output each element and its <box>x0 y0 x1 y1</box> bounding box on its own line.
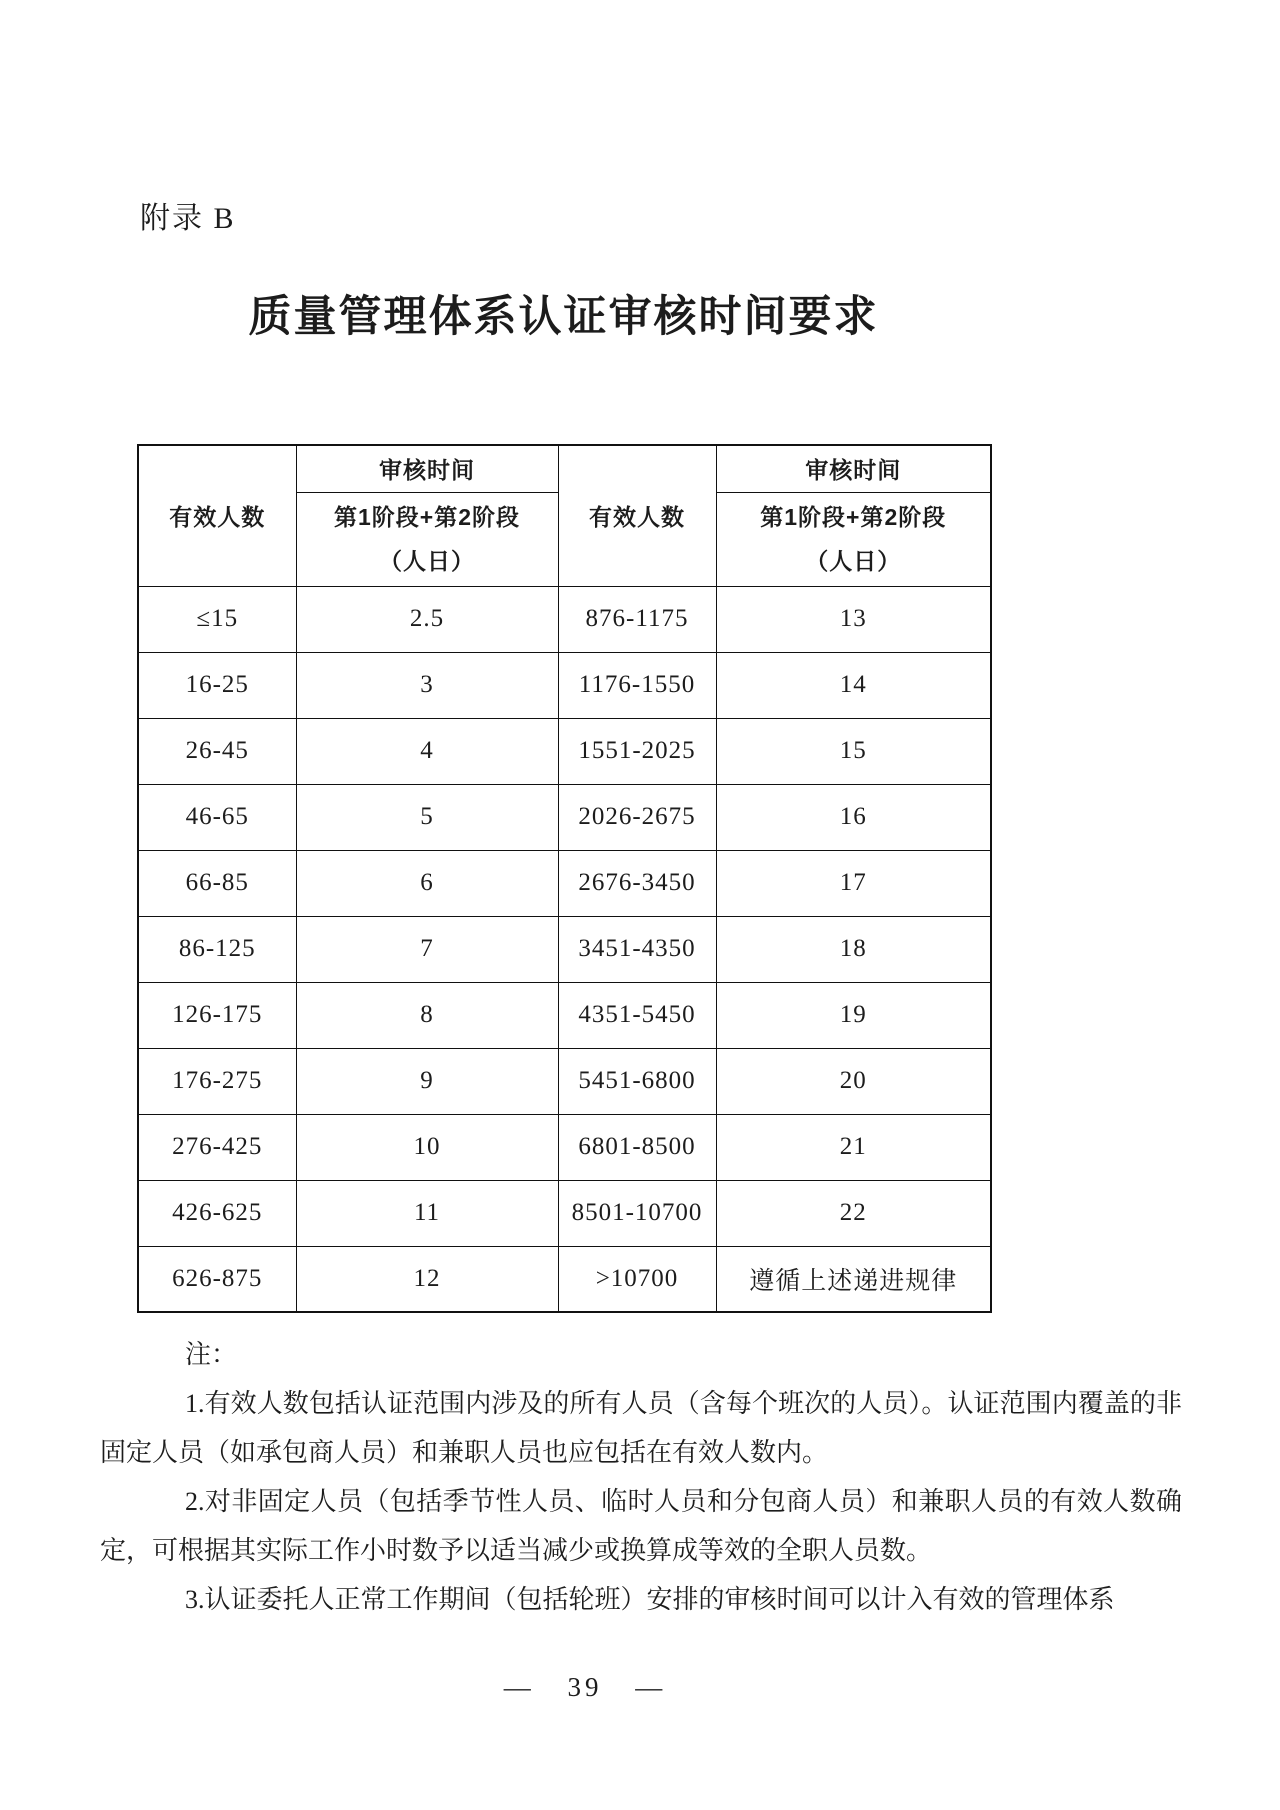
audit-days-cell: 13 <box>716 586 991 652</box>
note-item-2: 2.对非固定人员（包括季节性人员、临时人员和分包商人员）和兼职人员的有效人数确定，可根据其实际工作小时数予以适当减少或换算成等效的全职人员数。 <box>100 1487 1182 1565</box>
effective-people-cell: 276-425 <box>138 1114 296 1180</box>
effective-people-cell: 426-625 <box>138 1180 296 1246</box>
effective-people-cell: 66-85 <box>138 850 296 916</box>
audit-days-cell: 9 <box>296 1048 558 1114</box>
audit-time-table <box>137 444 992 1313</box>
effective-people-cell: 16-25 <box>138 652 296 718</box>
table-row <box>138 784 991 850</box>
effective-people-cell: 86-125 <box>138 916 296 982</box>
header-audit-time-right: 审核时间 <box>716 445 991 492</box>
effective-people-cell: 1551-2025 <box>558 718 716 784</box>
header-stage-line-left: 第1阶段+第2阶段 <box>333 504 520 530</box>
effective-people-cell: 876-1175 <box>558 586 716 652</box>
effective-people-cell: 8501-10700 <box>558 1180 716 1246</box>
audit-days-cell: 11 <box>296 1180 558 1246</box>
audit-days-cell: 22 <box>716 1180 991 1246</box>
notes-label: 注： <box>185 1340 238 1369</box>
table-body <box>138 586 991 1312</box>
audit-days-cell: 8 <box>296 982 558 1048</box>
audit-days-cell: 18 <box>716 916 991 982</box>
effective-people-cell: 46-65 <box>138 784 296 850</box>
audit-days-cell: 15 <box>716 718 991 784</box>
table-row <box>138 850 991 916</box>
header-stage-left <box>296 492 558 586</box>
table-row <box>138 1048 991 1114</box>
note-item-3: 3.认证委托人正常工作期间（包括轮班）安排的审核时间可以计入有效的管理体系 <box>185 1585 1115 1614</box>
audit-days-cell: 14 <box>716 652 991 718</box>
table-row <box>138 916 991 982</box>
audit-days-cell: 遵循上述递进规律 <box>716 1246 991 1312</box>
effective-people-cell: 3451-4350 <box>558 916 716 982</box>
effective-people-cell: 626-875 <box>138 1246 296 1312</box>
audit-days-cell: 5 <box>296 784 558 850</box>
note-item-1: 1.有效人数包括认证范围内涉及的所有人员（含每个班次的人员）。认证范围内覆盖的非固定人员（如承包商人员）和兼职人员也应包括在有效人数内。 <box>100 1389 1182 1467</box>
effective-people-cell: 126-175 <box>138 982 296 1048</box>
effective-people-cell: >10700 <box>558 1246 716 1312</box>
appendix-label: 附录 B <box>140 202 236 235</box>
header-stage-line-right: 第1阶段+第2阶段 <box>760 504 947 530</box>
effective-people-cell: 2676-3450 <box>558 850 716 916</box>
effective-people-cell: 6801-8500 <box>558 1114 716 1180</box>
effective-people-cell: 176-275 <box>138 1048 296 1114</box>
audit-days-cell: 7 <box>296 916 558 982</box>
table-row <box>138 1246 991 1312</box>
audit-days-cell: 6 <box>296 850 558 916</box>
table-row <box>138 982 991 1048</box>
effective-people-cell: 5451-6800 <box>558 1048 716 1114</box>
header-effective-people-right: 有效人数 <box>558 445 716 586</box>
effective-people-cell: ≤15 <box>138 586 296 652</box>
audit-days-cell: 3 <box>296 652 558 718</box>
effective-people-cell: 26-45 <box>138 718 296 784</box>
header-audit-time-left: 审核时间 <box>296 445 558 492</box>
effective-people-cell: 4351-5450 <box>558 982 716 1048</box>
audit-days-cell: 19 <box>716 982 991 1048</box>
audit-days-cell: 4 <box>296 718 558 784</box>
effective-people-cell: 1176-1550 <box>558 652 716 718</box>
header-unit-line-right: （人日） <box>805 548 902 574</box>
header-row-top <box>138 445 991 492</box>
audit-days-cell: 12 <box>296 1246 558 1312</box>
table-row <box>138 652 991 718</box>
audit-days-cell: 2.5 <box>296 586 558 652</box>
table-row <box>138 1114 991 1180</box>
header-unit-line-left: （人日） <box>379 548 475 574</box>
table-row <box>138 586 991 652</box>
audit-days-cell: 16 <box>716 784 991 850</box>
audit-days-cell: 20 <box>716 1048 991 1114</box>
notes-section <box>100 1330 1182 1624</box>
table-header <box>138 445 991 586</box>
audit-days-cell: 17 <box>716 850 991 916</box>
header-stage-right <box>716 492 991 586</box>
audit-days-cell: 10 <box>296 1114 558 1180</box>
table-row <box>138 718 991 784</box>
audit-days-cell: 21 <box>716 1114 991 1180</box>
header-effective-people-left: 有效人数 <box>138 445 296 586</box>
table-row <box>138 1180 991 1246</box>
page-number-footer: — 39 — <box>503 1672 667 1702</box>
page-title: 质量管理体系认证审核时间要求 <box>248 294 879 341</box>
effective-people-cell: 2026-2675 <box>558 784 716 850</box>
